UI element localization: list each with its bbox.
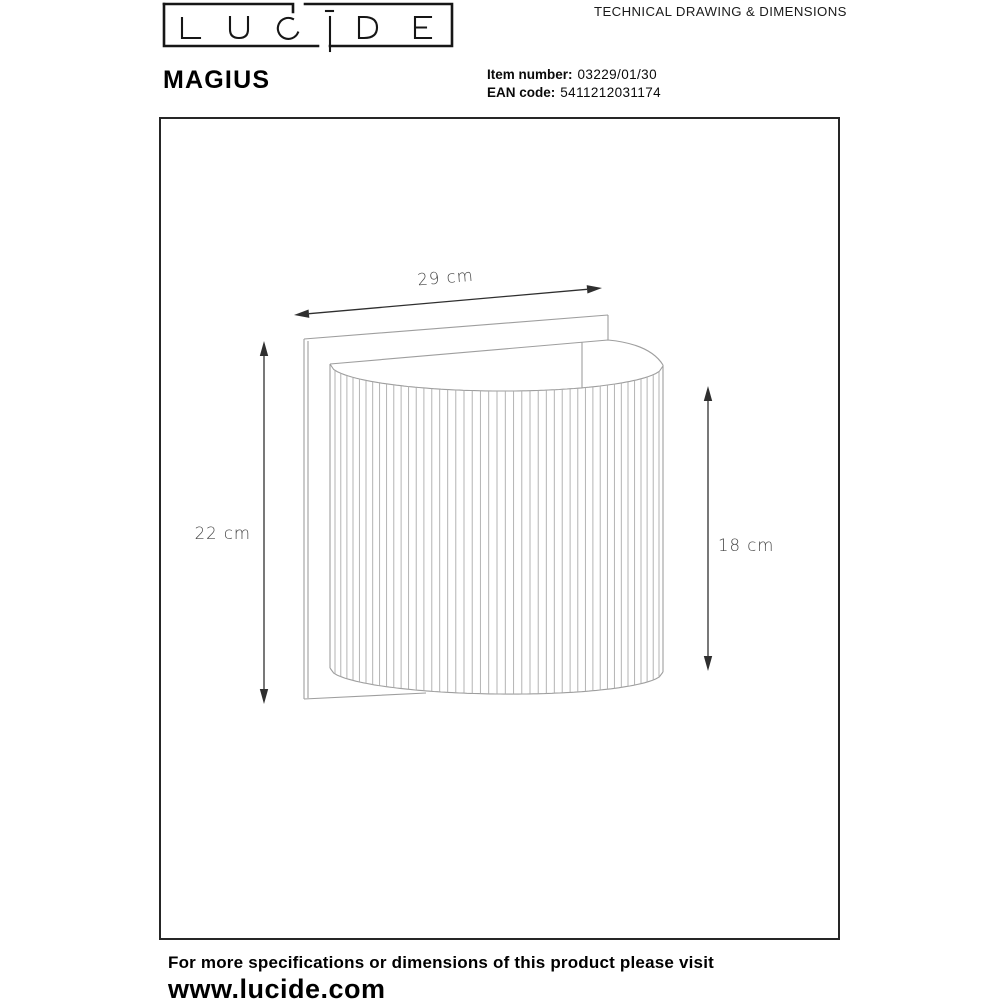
width-dimension-arrow-line: [309, 289, 587, 313]
logo-letter-e: [415, 17, 431, 38]
dimension-arrows: [260, 285, 712, 704]
footer: [168, 953, 714, 1000]
footer-website: www.lucide.com: [168, 974, 386, 1000]
logo-box: [164, 4, 452, 46]
logo-letter-d: [359, 17, 377, 38]
width-dimension-arrow-arrowhead: [294, 310, 309, 318]
shade-height-dimension-arrow-arrowhead: [704, 656, 712, 671]
logo-letter-c: [278, 18, 298, 39]
shade-ribs: [330, 364, 663, 694]
backplate-height-dimension-arrow-arrowhead: [260, 341, 268, 356]
product-codes: [487, 66, 661, 102]
width-dimension-arrow: [294, 285, 602, 318]
item-number-label: Item number:: [487, 67, 573, 82]
lamp-technical-drawing: [161, 119, 838, 938]
product-name: MAGIUS: [163, 66, 271, 94]
logo-letter-l: [182, 18, 200, 38]
footer-note: For more specifications or dimensions of this product please visit: [168, 953, 714, 972]
item-number-row: [487, 66, 661, 84]
logo-letter-u: [230, 17, 248, 38]
backplate-height-dimension-arrow-arrowhead: [260, 689, 268, 704]
ean-code-label: EAN code:: [487, 85, 556, 100]
lucide-logo: [162, 1, 454, 53]
item-number-value: 03229/01/30: [577, 67, 657, 82]
width-dimension-arrow-arrowhead: [587, 285, 602, 293]
shade-height-dimension-arrow: [704, 386, 712, 671]
ean-code-value: 5411212031174: [560, 85, 662, 100]
width-dimension-label: 29 cm: [416, 265, 475, 290]
ean-code-row: [487, 84, 661, 102]
document-title: TECHNICAL DRAWING & DIMENSIONS: [594, 4, 847, 19]
drawing-frame: [159, 117, 840, 940]
backplate-height-dimension-arrow: [260, 341, 268, 704]
backplate-height-dimension-label: 22 cm: [194, 524, 251, 543]
shade-height-dimension-label: 18 cm: [718, 536, 775, 555]
shade-height-dimension-arrow-arrowhead: [704, 386, 712, 401]
